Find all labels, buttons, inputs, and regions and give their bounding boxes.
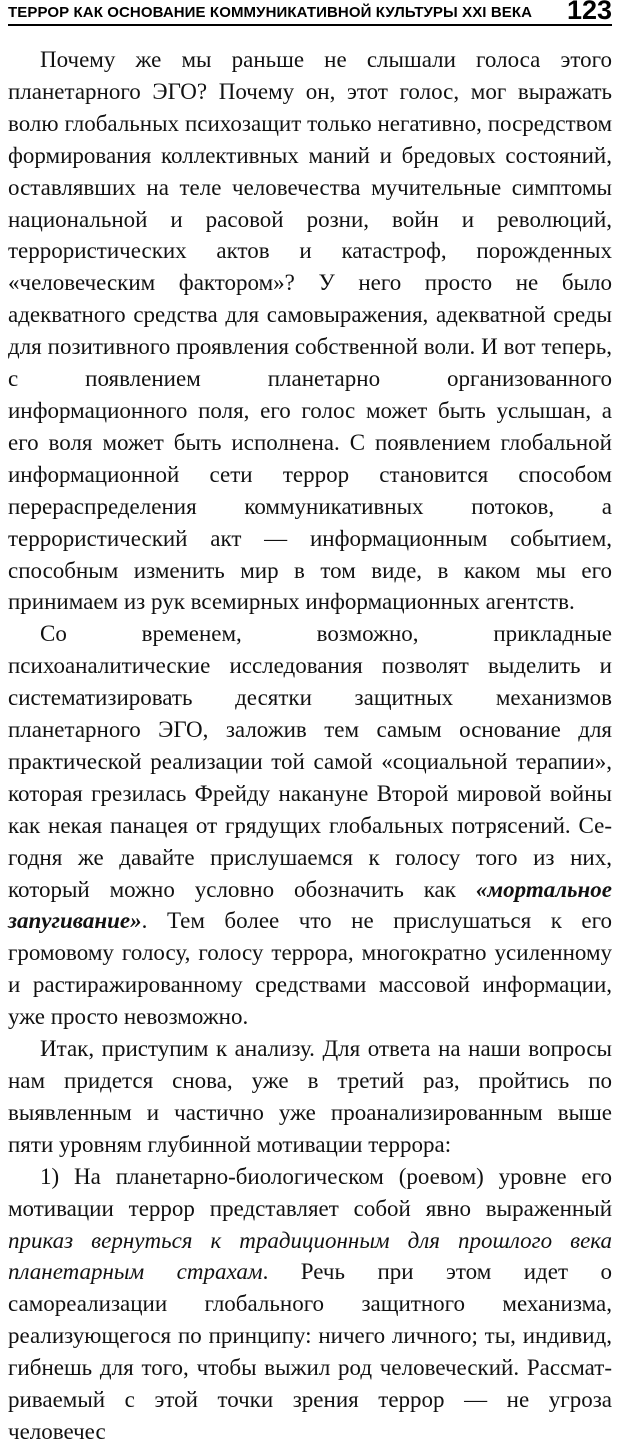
paragraph-2-text-before: Со временем, возможно, прикладные психоаналитические исследования позволят выделить и систематизировать десятки защитных механизмов планетарного ЭГО, заложив тем самым основание для практической реализации той самой «социальной терапии», которая грезилась Фрейду накануне Второй мировой войны как некая панацея от грядущих глобальных потрясений. Сегодня же давайте прислушаемся к голосу того из них, который можно условно обозначить как xyxy=(8,621,612,902)
body-text xyxy=(8,44,612,1448)
paragraph-4 xyxy=(8,1161,612,1448)
running-head xyxy=(8,0,612,26)
paragraph-2 xyxy=(8,618,612,1033)
paragraph-4-text-after: . Речь при этом идет о самореализации глобального защитного механизма, реализующегося по принципу: ничего личного; ты, индивид, гибнешь для того, чтобы выжил род человеческий. Рассматриваемый с этой точки зрения террор — не угроза человечес xyxy=(8,1259,612,1444)
paragraph-3: Итак, приступим к анализу. Для ответа на наши вопросы нам придется снова, уже в третий раз, пройтись по выявленным и частично уже проанализированным выше пяти уровням глубинной мотивации террора: xyxy=(8,1036,612,1157)
paragraph-4-text-before: 1) На планетарно-биологическом (роевом) уровне его мотивации террор представляет собой явно выраженный xyxy=(8,1163,612,1221)
paragraph-1: Почему же мы раньше не слышали голоса этого планетарного ЭГО? Почему он, этот голос, мог выражать волю глобальных психозащит только негативно, посредством формирования коллективных маний и бредовых состояний, оставлявших на теле человечества мучительные симптомы национальной и расовой розни, войн и революций, террористических актов и катастроф, порожденных «человеческим фактором»? У него просто не было адекватного средства для самовыражения, адекватной среды для позитивного проявления собственной воли. И вот теперь, с появлением планетарно организованного информационного поля, его голос может быть услышан, а его воля может быть исполнена. С появлением глобальной информационной сети террор становится способом перераспределения коммуникативных потоков, а террористический акт — информационным событием, способным изменить мир в том виде, в каком мы его принимаем из рук всемирных информационных агентств. xyxy=(8,47,612,615)
running-head-title: ТЕРРОР КАК ОСНОВАНИЕ КОММУНИКАТИВНОЙ КУЛЬТУРЫ XXI ВЕКА xyxy=(8,4,533,21)
paragraph-2-emphasis: «мортальное запугивание» xyxy=(8,876,612,934)
paragraph-4-italic: приказ вернуться к традиционным для прошлого века планетарным страхам xyxy=(8,1227,612,1285)
paragraph-2-text-after: . Тем более что не прислушаться к его громовому голосу, голосу террора, многократно усиленному и растиражированному средствами массовой информации, уже просто невозможно. xyxy=(8,908,612,1030)
page-number: 123 xyxy=(566,0,612,25)
